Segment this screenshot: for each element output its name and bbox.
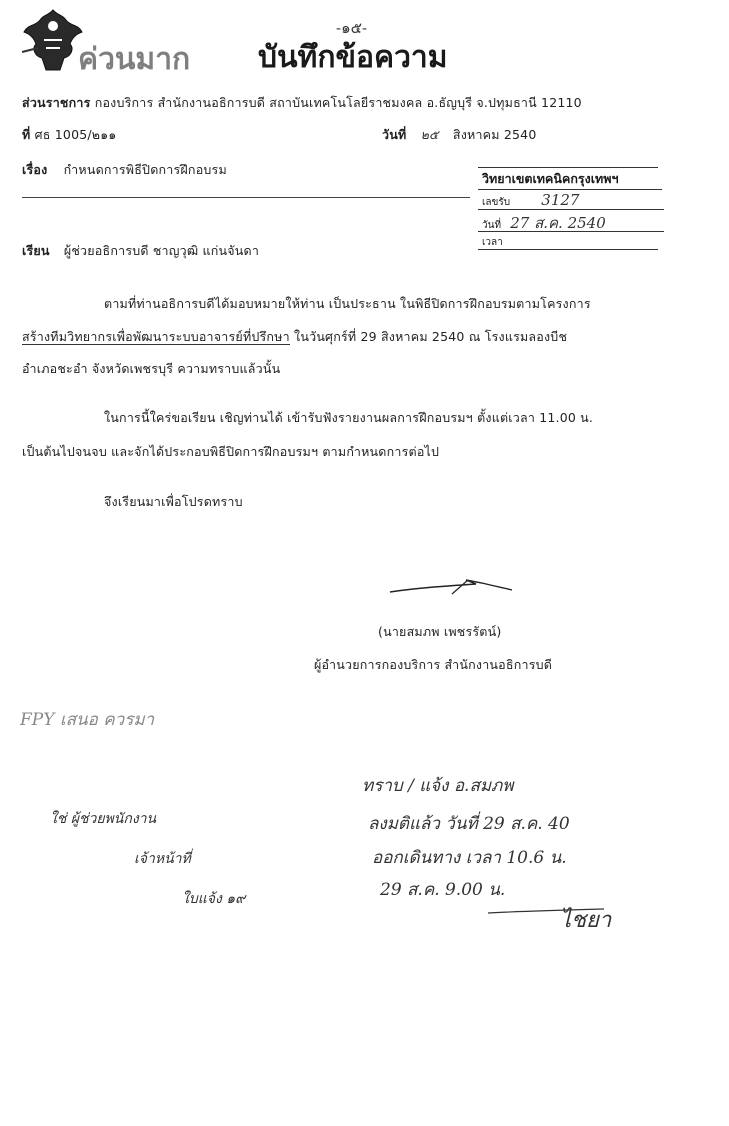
agency-line xyxy=(22,93,582,113)
stamp-date-label: วันที่ xyxy=(482,220,502,231)
signatory-name: (นายสมภพ เพชรรัตน์) xyxy=(378,624,502,639)
stamp-time-label: เวลา xyxy=(482,237,503,248)
stamp-no-value: 3127 xyxy=(541,191,580,209)
memo-title: บันทึกข้อความ xyxy=(258,40,448,75)
handwritten-right-sign: ไชยา xyxy=(560,908,612,933)
body-para1-line1: ตามที่ท่านอธิการบดีได้มอบหมายให้ท่าน เป็นประธาน ในพิธีปิดการฝึกอบรมตามโครงการ xyxy=(104,296,591,311)
handwritten-right-line4: 29 ส.ค. 9.00 น. xyxy=(380,880,506,900)
ref-label: ที่ xyxy=(22,127,31,142)
handwritten-right-line1: ทราบ / แจ้ง อ.สมภพ xyxy=(362,776,514,796)
stamp-no-label: เลขรับ xyxy=(482,197,511,208)
project-name: สร้างทีมวิทยากรเพื่อพัฒนาระบบอาจารย์ที่ปรึกษา xyxy=(22,329,290,344)
stamp-date-value: 27 ส.ค. 2540 xyxy=(510,214,606,232)
subject-label: เรื่อง xyxy=(22,162,48,177)
stamp-org: วิทยาเขตเทคนิคกรุงเทพฯ xyxy=(482,171,619,186)
ref-value: ศธ 1005/๒๑๑ xyxy=(34,127,117,142)
handwritten-left-top: FPY เสนอ ควรมา xyxy=(20,710,155,730)
date-day: ๒๕ xyxy=(420,127,439,142)
body-para2-line1: ในการนี้ใคร่ขอเรียน เชิญท่านได้ เข้ารับฟังรายงานผลการฝึกอบรมฯ ตั้งแต่เวลา 11.00 น. xyxy=(104,410,594,425)
signatory-position: ผู้อำนวยการกองบริการ สำนักงานอธิการบดี xyxy=(314,657,553,672)
date-label: วันที่ xyxy=(382,127,407,142)
salutation-line xyxy=(22,241,259,261)
subject-line xyxy=(22,160,227,180)
body-para2-line2: เป็นต้นไปจนจบ และจักได้ประกอบพิธีปิดการฝึกอบรมฯ ตามกำหนดการต่อไป xyxy=(22,444,440,459)
salutation-value: ผู้ช่วยอธิการบดี ชาญวุฒิ แก่นจันดา xyxy=(63,243,260,258)
agency-label: ส่วนราชการ xyxy=(22,95,91,110)
page-number: -๑๕- xyxy=(336,19,368,37)
director-signature xyxy=(386,574,516,600)
handwritten-left-line3: ใบแจ้ง ๑๙ xyxy=(182,891,246,907)
subject-rule xyxy=(22,197,470,198)
subject-value: กำหนดการพิธีปิดการฝึกอบรม xyxy=(63,162,227,177)
body-para1-line2 xyxy=(22,327,567,347)
agency-value: กองบริการ สำนักงานอธิการบดี สถาบันเทคโนโลยีราชมงคล อ.ธัญบุรี จ.ปทุมธานี 12110 xyxy=(94,95,582,110)
emblem-stamp-text: ค่วนมาก xyxy=(78,42,191,77)
closing-line: จึงเรียนมาเพื่อโปรดทราบ xyxy=(104,494,243,509)
handwritten-left-line1: ใช่ ผู้ช่วยพนักงาน xyxy=(50,811,157,827)
date-line xyxy=(382,125,536,145)
handwritten-left-line2: เจ้าหน้าที่ xyxy=(134,851,191,867)
handwritten-right-line3: ออกเดินทาง เวลา 10.6 น. xyxy=(372,848,567,868)
handwritten-right-line2: ลงมติแล้ว วันที่ 29 ส.ค. 40 xyxy=(368,814,570,834)
body-para1-line2-rest: ในวันศุกร์ที่ 29 สิงหาคม 2540 ณ โรงแรมลองบีช xyxy=(289,329,568,344)
receipt-stamp xyxy=(478,157,664,253)
body-para1-line3: อำเภอชะอำ จังหวัดเพชรบุรี ความทราบแล้วนั้น xyxy=(22,361,281,376)
reference-line xyxy=(22,125,117,145)
salutation-label: เรียน xyxy=(22,243,50,258)
date-rest: สิงหาคม 2540 xyxy=(452,127,537,142)
